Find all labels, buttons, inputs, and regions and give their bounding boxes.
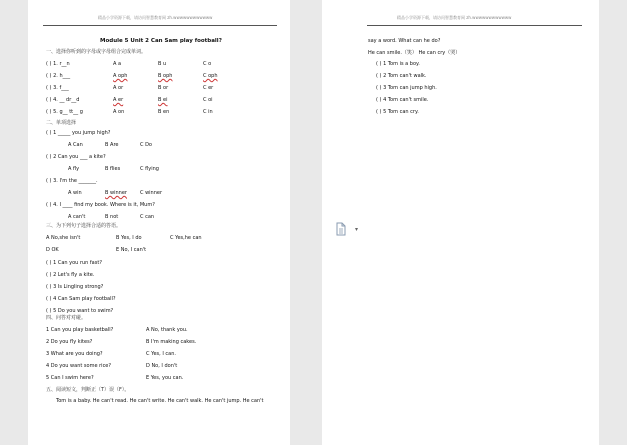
phonics-option-c: C in: [203, 109, 213, 115]
answer-option-c: C Yes,he can: [170, 235, 202, 241]
phonics-option-c: C oph: [203, 73, 218, 79]
true-false-item: ( ) 5 Tom can cry.: [376, 109, 419, 115]
match-question: ( ) 1 Can you run fast?: [46, 260, 102, 266]
phonics-question: ( ) 5. g__ tt__ g: [46, 109, 83, 115]
qa-question: 5 Can I swim here?: [46, 375, 94, 381]
phonics-option-a: A on: [113, 109, 125, 115]
phonics-option-c: C o: [203, 61, 212, 67]
phonics-option-a: A or: [113, 85, 124, 91]
page-header: 精品小学资源下载，请访问智慧教育网 zh.wwwwwwwwwwww: [98, 15, 213, 20]
section-3-heading: 三、为下列句子选择合适的答语。: [46, 223, 122, 229]
section-4-heading: 四、问答对对碰。: [46, 315, 87, 321]
true-false-item: ( ) 3 Tom can jump high.: [376, 85, 437, 91]
passage-line-2: He can smile.（笑） He can cry（哭）: [368, 50, 461, 56]
header-rule: [367, 25, 582, 26]
page-title: Module 5 Unit 2 Can Sam play football?: [100, 38, 222, 44]
phonics-option-b: B u: [158, 61, 167, 67]
qa-question: 3 What are you doing?: [46, 351, 103, 357]
phonics-option-a: A oph: [113, 73, 128, 79]
mc-option: C Do: [140, 142, 152, 148]
phonics-question: ( ) 4. __ dr__d: [46, 97, 80, 103]
section-5-heading: 五、阅读短文，判断正（T）误（F）。: [46, 387, 130, 393]
mc-option: B Are: [105, 142, 119, 148]
mc-option: A fly: [68, 166, 80, 172]
qa-answer: B I'm making cakes.: [146, 339, 197, 345]
phonics-option-a: A er: [113, 97, 124, 103]
phonics-option-b: B oph: [158, 73, 173, 79]
phonics-option-b: B or: [158, 85, 169, 91]
answer-option-d: D OK: [46, 247, 59, 253]
qa-answer: D No, I don't: [146, 363, 178, 369]
phonics-question: ( ) 1. r__n: [46, 61, 70, 67]
phonics-option-a: A a: [113, 61, 122, 67]
qa-question: 4 Do you want some rice?: [46, 363, 112, 369]
answer-option-e: E No, I can't: [116, 247, 147, 253]
phonics-option-b: B ei: [158, 97, 168, 103]
phonics-question: ( ) 3. f___: [46, 85, 69, 91]
mc-option: C winner: [140, 190, 163, 196]
match-question: ( ) 3 Is Lingling strong?: [46, 284, 104, 290]
phonics-option-c: C er: [203, 85, 214, 91]
answer-option-b: B Yes, I do: [116, 235, 142, 241]
qa-answer: E Yes, you can.: [146, 375, 184, 381]
page-2: [322, 0, 599, 445]
mc-question: ( ) 3. I'm the _______.: [46, 178, 98, 184]
true-false-item: ( ) 1 Tom is a boy.: [376, 61, 420, 67]
qa-question: 2 Do you fly kites?: [46, 339, 93, 345]
mc-question: ( ) 2 Can you ___ a kite?: [46, 154, 106, 160]
mc-option: A Can: [68, 142, 83, 148]
mc-option: C flying: [140, 166, 159, 172]
chevron-down-icon[interactable]: ▾: [355, 226, 359, 233]
reading-passage: Tom is a baby. He can't read. He can't write. He can't walk. He can't jump. He can't: [56, 398, 264, 404]
mc-option: A win: [68, 190, 82, 196]
section-1-heading: 一、选择你听到的字母或字母组合完成单词。: [46, 49, 147, 55]
page-header: 精品小学资源下载，请访问智慧教育网 zh.wwwwwwwwwwww: [397, 15, 512, 20]
section-2-heading: 二、单项选择: [46, 120, 77, 126]
document-icon[interactable]: [336, 222, 346, 236]
phonics-question: ( ) 2. h___: [46, 73, 71, 79]
qa-question: 1 Can you play basketball?: [46, 327, 114, 333]
header-rule: [43, 25, 277, 26]
qa-answer: A No, thank you.: [146, 327, 188, 333]
qa-answer: C Yes, I can.: [146, 351, 176, 357]
match-question: ( ) 2 Let's fly a kite.: [46, 272, 95, 278]
match-question: ( ) 4 Can Sam play football?: [46, 296, 116, 302]
mc-option: C can: [140, 214, 155, 220]
mc-option: B flies: [105, 166, 121, 172]
mc-question: ( ) 4. I ____ find my book. Where is it, Mum?: [46, 202, 155, 208]
page-1: [28, 0, 290, 445]
true-false-item: ( ) 2 Tom can't walk.: [376, 73, 427, 79]
phonics-option-b: B en: [158, 109, 170, 115]
mc-option: B winner: [105, 190, 127, 196]
mc-option: B not: [105, 214, 119, 220]
mc-option: A can't: [68, 214, 86, 220]
phonics-option-c: C oi: [203, 97, 213, 103]
answer-option-a: A No,she isn't: [46, 235, 81, 241]
match-question: ( ) 5 Do you want to swim?: [46, 308, 114, 314]
passage-line-1: say a word. What can he do?: [368, 38, 441, 44]
mc-question: ( ) 1 _____ you jump high?: [46, 130, 111, 136]
true-false-item: ( ) 4 Tom can't smile.: [376, 97, 429, 103]
